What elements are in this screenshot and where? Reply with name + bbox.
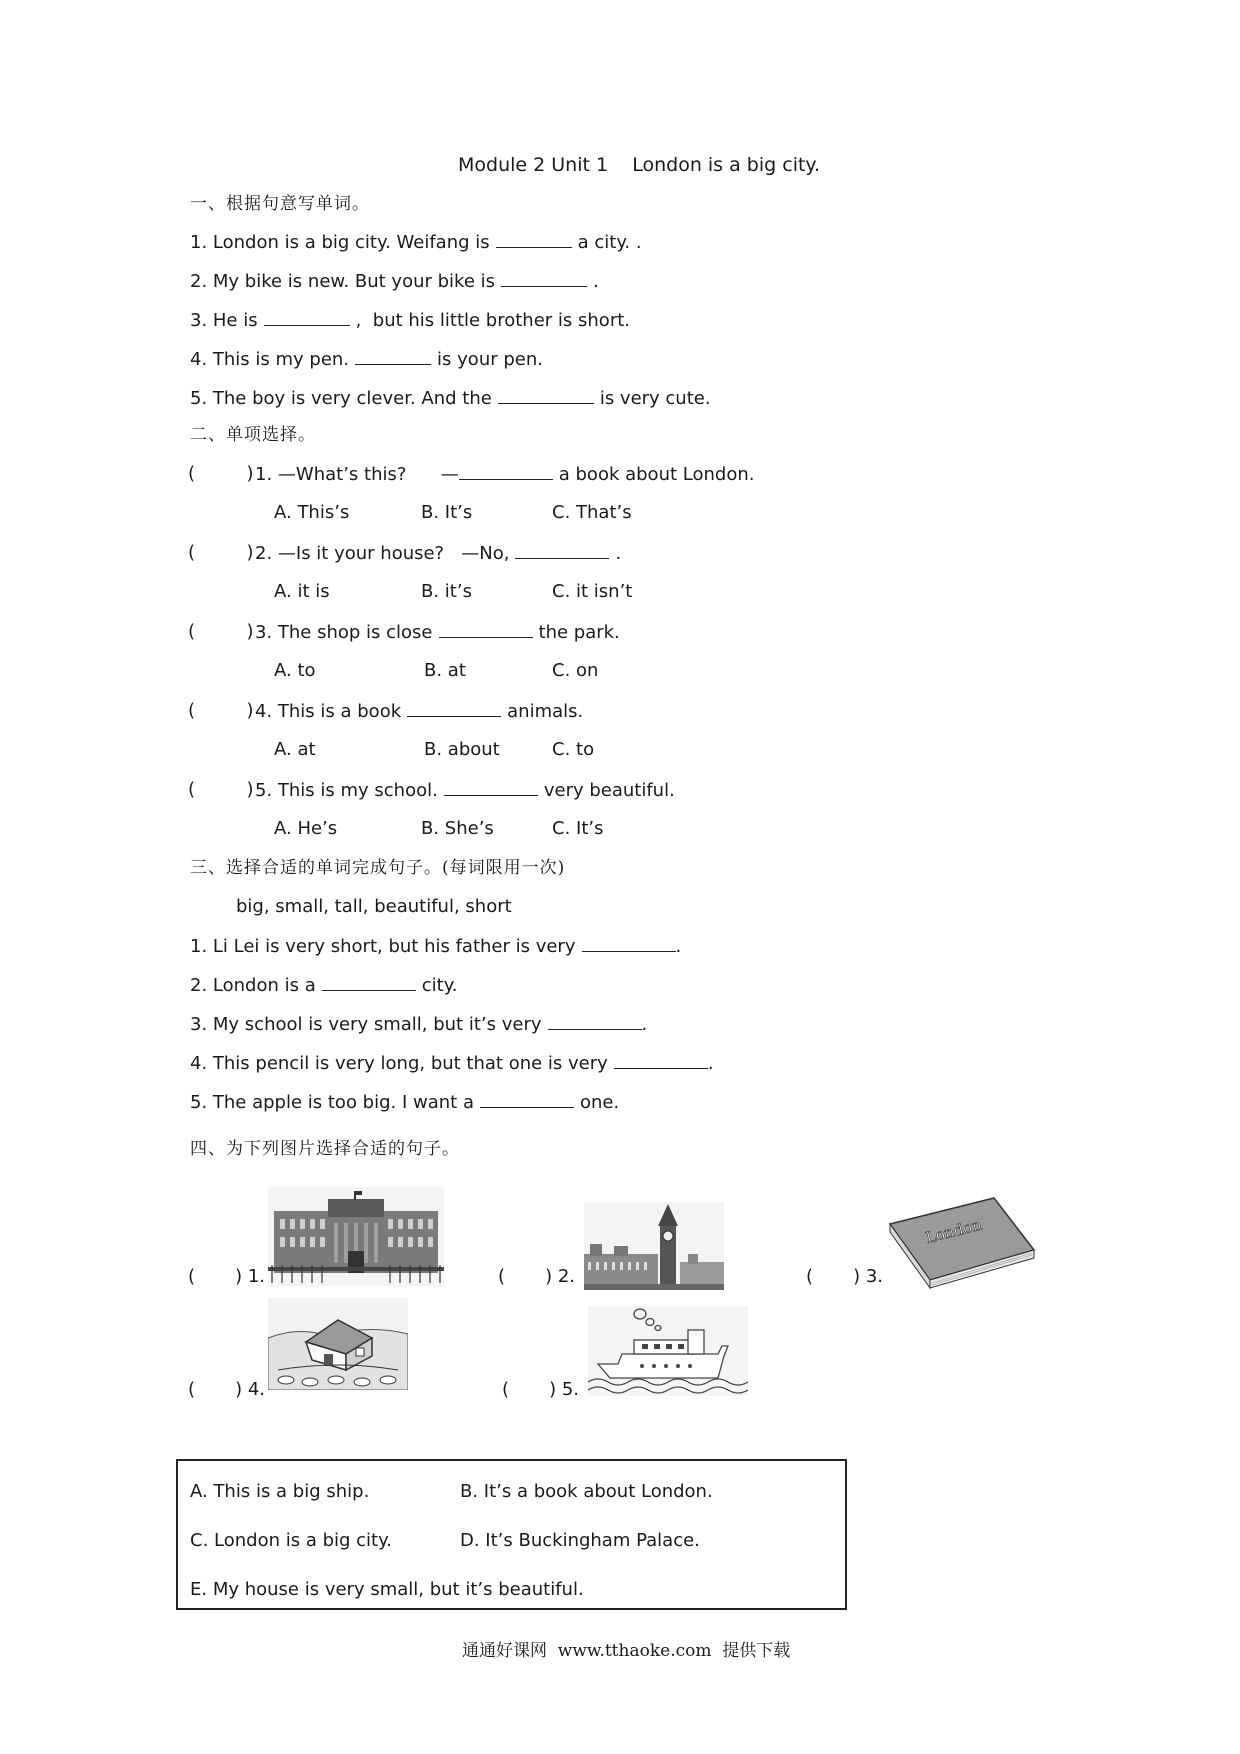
option-b[interactable]: B. at bbox=[424, 660, 466, 681]
picture-answer-2[interactable]: ( ) 2. bbox=[498, 1266, 575, 1287]
s1-item-5 bbox=[190, 387, 711, 410]
option-b[interactable]: B. It’s bbox=[421, 502, 473, 523]
option-c[interactable]: C. it isn’t bbox=[552, 581, 633, 602]
s3-item-2-post: city. bbox=[421, 975, 458, 996]
section-4-heading: 四、为下列图片选择合适的句子。 bbox=[190, 1139, 460, 1159]
answer-blank[interactable] bbox=[582, 935, 676, 952]
option-a[interactable]: A. to bbox=[274, 660, 316, 681]
choice-b[interactable]: B. It’s a book about London. bbox=[460, 1481, 713, 1502]
s3-item-1-post: . bbox=[675, 936, 682, 957]
palace-image bbox=[268, 1187, 444, 1286]
picture-answer-4[interactable]: ( ) 4. bbox=[188, 1379, 265, 1400]
s1-item-4-post: is your pen. bbox=[437, 349, 543, 370]
s3-item-4-text: 4. This pencil is very long, but that one is very bbox=[190, 1053, 608, 1074]
option-a[interactable]: A. at bbox=[274, 739, 316, 760]
s3-item-5 bbox=[190, 1091, 619, 1114]
s1-item-1-post: a city. . bbox=[577, 232, 642, 253]
choice-a[interactable]: A. This is a big ship. bbox=[190, 1481, 370, 1502]
s3-item-5-text: 5. The apple is too big. I want a bbox=[190, 1092, 474, 1113]
option-c[interactable]: C. It’s bbox=[552, 818, 604, 839]
s3-item-1-text: 1. Li Lei is very short, but his father is very bbox=[190, 936, 576, 957]
option-b[interactable]: B. She’s bbox=[421, 818, 494, 839]
mc-question-1-text: 1. —What’s this? — bbox=[255, 464, 459, 485]
s1-item-4-text: 4. This is my pen. bbox=[190, 349, 350, 370]
option-b[interactable]: B. about bbox=[424, 739, 500, 760]
ship-image bbox=[588, 1306, 748, 1396]
answer-blank[interactable] bbox=[459, 463, 553, 480]
answer-paren[interactable]: ( ) bbox=[188, 542, 254, 563]
section-2-heading: 二、单项选择。 bbox=[190, 425, 316, 445]
s1-item-3-post: , but his little brother is short. bbox=[355, 310, 630, 331]
mc-question-3-text: 3. The shop is close bbox=[255, 622, 433, 643]
mc-question-4-text: 4. This is a book bbox=[255, 701, 402, 722]
answer-blank[interactable] bbox=[444, 779, 538, 796]
s1-item-1 bbox=[190, 231, 642, 254]
s1-item-4 bbox=[190, 348, 543, 371]
s1-item-5-text: 5. The boy is very clever. And the bbox=[190, 388, 492, 409]
page-title: Module 2 Unit 1 London is a big city. bbox=[458, 154, 820, 176]
mc-question-2 bbox=[255, 542, 621, 565]
mc-question-4-post: animals. bbox=[507, 701, 584, 722]
s1-item-3 bbox=[190, 309, 630, 332]
s3-item-4-post: . bbox=[707, 1053, 714, 1074]
answer-blank[interactable] bbox=[498, 387, 594, 404]
answer-blank[interactable] bbox=[439, 621, 533, 638]
section-1-heading: 一、根据句意写单词。 bbox=[190, 194, 370, 214]
mc-question-1-post: a book about London. bbox=[558, 464, 755, 485]
london-book-image bbox=[884, 1196, 1040, 1290]
section-3-heading: 三、选择合适的单词完成句子。(每词限用一次) bbox=[190, 858, 566, 878]
answer-blank[interactable] bbox=[264, 309, 350, 326]
answer-blank[interactable] bbox=[322, 974, 416, 991]
mc-question-1 bbox=[255, 463, 754, 486]
option-c[interactable]: C. That’s bbox=[552, 502, 632, 523]
footer-download-note: 通通好课网 www.tthaoke.com 提供下载 bbox=[462, 1641, 791, 1661]
word-bank: big, small, tall, beautiful, short bbox=[236, 896, 512, 917]
house-image bbox=[268, 1298, 408, 1390]
s3-item-1 bbox=[190, 935, 681, 958]
mc-question-5 bbox=[255, 779, 675, 802]
picture-answer-1[interactable]: ( ) 1. bbox=[188, 1266, 265, 1287]
s3-item-2-text: 2. London is a bbox=[190, 975, 316, 996]
mc-question-2-post: . bbox=[615, 543, 622, 564]
answer-blank[interactable] bbox=[496, 231, 572, 248]
answer-blank[interactable] bbox=[548, 1013, 642, 1030]
option-a[interactable]: A. He’s bbox=[274, 818, 338, 839]
s3-item-3-post: . bbox=[641, 1014, 648, 1035]
s1-item-2-text: 2. My bike is new. But your bike is bbox=[190, 271, 496, 292]
s1-item-2-post: . bbox=[593, 271, 599, 292]
s1-item-5-post: is very cute. bbox=[599, 388, 711, 409]
book-cover-text: London bbox=[923, 1215, 984, 1247]
option-c[interactable]: C. on bbox=[552, 660, 599, 681]
mc-question-3-post: the park. bbox=[538, 622, 620, 643]
option-a[interactable]: A. This’s bbox=[274, 502, 350, 523]
mc-question-5-text: 5. This is my school. bbox=[255, 780, 438, 801]
answer-blank[interactable] bbox=[614, 1052, 708, 1069]
s1-item-2 bbox=[190, 270, 599, 293]
answer-paren[interactable]: ( ) bbox=[188, 621, 254, 642]
mc-question-4 bbox=[255, 700, 583, 723]
answer-blank[interactable] bbox=[515, 542, 609, 559]
picture-answer-5[interactable]: ( ) 5. bbox=[502, 1379, 579, 1400]
answer-paren[interactable]: ( ) bbox=[188, 779, 254, 800]
s3-item-3-text: 3. My school is very small, but it’s very bbox=[190, 1014, 542, 1035]
s3-item-2 bbox=[190, 974, 458, 997]
answer-paren[interactable]: ( ) bbox=[188, 700, 254, 721]
mc-question-5-post: very beautiful. bbox=[543, 780, 675, 801]
answer-blank[interactable] bbox=[501, 270, 587, 287]
mc-question-2-text: 2. —Is it your house? —No, bbox=[255, 543, 510, 564]
s1-item-1-text: 1. London is a big city. Weifang is bbox=[190, 232, 490, 253]
choice-e[interactable]: E. My house is very small, but it’s beautiful. bbox=[190, 1579, 584, 1600]
answer-blank[interactable] bbox=[355, 348, 431, 365]
choice-d[interactable]: D. It’s Buckingham Palace. bbox=[460, 1530, 700, 1551]
option-a[interactable]: A. it is bbox=[274, 581, 330, 602]
big-ben-image bbox=[584, 1202, 724, 1290]
answer-paren[interactable]: ( ) bbox=[188, 463, 254, 484]
choice-c[interactable]: C. London is a big city. bbox=[190, 1530, 392, 1551]
picture-answer-3[interactable]: ( ) 3. bbox=[806, 1266, 883, 1287]
s3-item-3 bbox=[190, 1013, 647, 1036]
answer-blank[interactable] bbox=[480, 1091, 574, 1108]
option-c[interactable]: C. to bbox=[552, 739, 595, 760]
s1-item-3-text: 3. He is bbox=[190, 310, 258, 331]
mc-question-3 bbox=[255, 621, 620, 644]
s3-item-5-post: one. bbox=[579, 1092, 620, 1113]
option-b[interactable]: B. it’s bbox=[421, 581, 472, 602]
answer-blank[interactable] bbox=[407, 700, 501, 717]
s3-item-4 bbox=[190, 1052, 714, 1075]
